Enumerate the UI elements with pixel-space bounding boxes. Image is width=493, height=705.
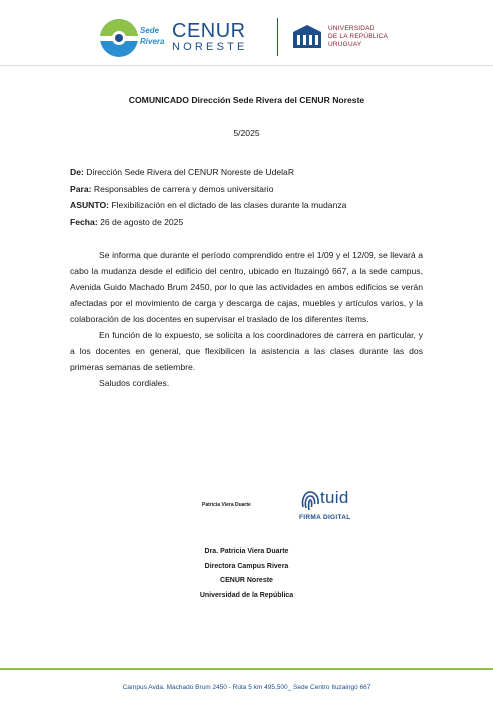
signer-org: CENUR Noreste [220,577,273,584]
from-line: De: Dirección Sede Rivera del CENUR Noreste de UdelaR [70,167,295,177]
closing-line: Saludos cordiales. [99,378,170,388]
memo-header [70,164,346,230]
header-divider [277,18,278,56]
letter-body [70,247,423,391]
udelar-wordmark: UNIVERSIDAD DE LA REPÚBLICA URUGUAY [328,25,389,48]
udelar-logo-icon [292,24,322,50]
digital-signer-name: Patricia Viera Duarte [202,502,251,508]
footer-rule [0,668,493,670]
document-number: 5/2025 [233,128,260,138]
cenur-wordmark: CENUR [172,20,246,42]
firma-digital-label: FIRMA DIGITAL [299,514,351,521]
tuid-fingerprint-icon [299,489,321,513]
footer-address: Campus Avda. Machado Brum 2450 - Ruta 5 km 495,500_ Sede Centro Ituzaingó 667 [122,684,371,691]
letterhead [0,0,493,66]
date-line: Fecha: 26 de agosto de 2025 [70,216,184,227]
sede-rivera-logo-icon [99,18,139,58]
signer-name: Dra. Patricia Viera Duarte [204,548,289,555]
subject-line: ASUNTO: Flexibilización en el dictado de las clases durante la mudanza [70,200,347,210]
signer-role: Directora Campus Rivera [204,562,289,570]
noreste-wordmark: NORESTE [172,41,248,53]
tuid-wordmark: tuid [320,488,349,507]
sede-rivera-wordmark: Sede Rivera [140,26,165,46]
paragraph-2: En función de lo expuesto, se solicita a los coordinadores de carrera en particular, y a los docentes en general, que flexibilicen la asistencia a las clases durante las dos primeras semanas de setiembre. [70,330,423,372]
signer-university: Universidad de la República [199,591,294,599]
header-rule [0,65,493,66]
to-line: Para: Responsables de carrera y demos universitario [70,183,274,194]
signature-block [0,545,493,603]
paragraph-1: Se informa que durante el período comprendido entre el 1/09 y el 12/09, se llevará a cabo la mudanza desde el edificio del centro, ubicado en Ituzaingó 667, a la sede campus, Avenida Guido Machado Brum 2450, por lo que las actividades en ambos edificios se verán afectadas por el movimiento de carga y descarga de cajas, muebles y artículos varios, y la colaboración de los docentes en supervisar el traslado de los diferentes ítems. [70,250,423,324]
document-title: COMUNICADO Dirección Sede Rivera del CENUR Noreste [128,95,365,105]
